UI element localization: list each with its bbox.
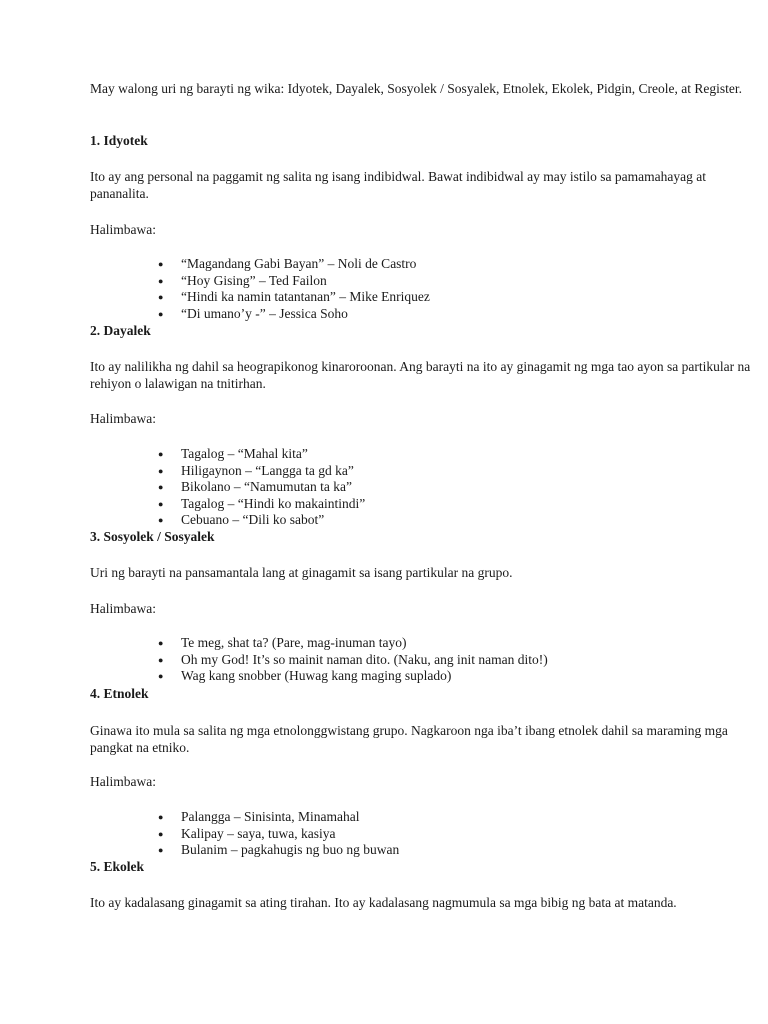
list-item bbox=[90, 256, 690, 273]
example-label-idyotek: Halimbawa: bbox=[90, 222, 156, 237]
list-item bbox=[90, 652, 690, 669]
section-heading-etnolek: 4. Etnolek bbox=[90, 686, 149, 701]
bullet-icon: ● bbox=[158, 638, 164, 648]
list-item-text: Cebuano – “Dili ko sabot” bbox=[181, 512, 325, 527]
list-item bbox=[90, 289, 690, 306]
list-item bbox=[90, 446, 690, 463]
list-item-text: Palangga – Sinisinta, Minamahal bbox=[181, 809, 360, 824]
example-list-etnolek bbox=[90, 809, 690, 859]
section-heading-idyotek: 1. Idyotek bbox=[90, 133, 148, 148]
bullet-icon: ● bbox=[158, 498, 164, 509]
bullet-icon: ● bbox=[158, 292, 164, 302]
section-heading-ekolek: 5. Ekolek bbox=[90, 859, 145, 874]
example-label-sosyolek: Halimbawa: bbox=[90, 601, 156, 616]
bullet-icon: ● bbox=[158, 465, 164, 476]
example-list-dayalek bbox=[90, 446, 690, 529]
section-body-etnolek: Ginawa ito mula sa salita ng mga etnolonggwistang grupo. Nagkaroon nga iba’t ibang etnolek dahil sa maraming mga pangkat na etniko. bbox=[90, 723, 728, 755]
list-item-text: Wag kang snobber (Huwag kang maging suplado) bbox=[181, 668, 452, 683]
list-item bbox=[90, 479, 690, 496]
intro-paragraph: May walong uri ng barayti ng wika: Idyotek, Dayalek, Sosyolek / Sosyalek, Etnolek, Ekolek, Pidgin, Creole, at Register. bbox=[90, 81, 743, 96]
bullet-icon: ● bbox=[158, 654, 164, 665]
example-label-dayalek: Halimbawa: bbox=[90, 411, 156, 426]
list-item-text: “Hoy Gising” – Ted Failon bbox=[181, 272, 327, 288]
section-body-dayalek: Ito ay nalilikha ng dahil sa heograpikonog kinaroroonan. Ang barayti na ito ay ginagamit ng mga tao ayon sa partikular na rehiyon o lalawigan na tnitirhan. bbox=[90, 359, 751, 391]
bullet-icon: ● bbox=[158, 449, 164, 459]
list-item bbox=[90, 635, 690, 652]
bullet-icon: ● bbox=[158, 671, 164, 681]
list-item bbox=[90, 496, 690, 513]
bullet-icon: ● bbox=[158, 812, 164, 822]
bullet-icon: ● bbox=[158, 845, 164, 855]
list-item-text: Bulanim – pagkahugis ng buo ng buwan bbox=[181, 842, 400, 857]
list-item bbox=[90, 826, 690, 843]
list-item-text: “Hindi ka namin tatantanan” – Mike Enriquez bbox=[181, 289, 430, 304]
list-item bbox=[90, 512, 690, 529]
bullet-icon: ● bbox=[158, 275, 164, 286]
list-item bbox=[90, 809, 690, 826]
list-item bbox=[90, 463, 690, 480]
section-heading-dayalek: 2. Dayalek bbox=[90, 323, 151, 338]
section-body-ekolek: Ito ay kadalasang ginagamit sa ating tirahan. Ito ay kadalasang nagmumula sa mga bibig ng bata at matanda. bbox=[90, 895, 677, 910]
list-item bbox=[90, 306, 690, 323]
list-item bbox=[90, 273, 690, 290]
bullet-icon: ● bbox=[158, 308, 164, 319]
list-item-text: “Magandang Gabi Bayan” – Noli de Castro bbox=[181, 256, 417, 271]
list-item bbox=[90, 842, 690, 859]
bullet-icon: ● bbox=[158, 515, 164, 525]
list-item bbox=[90, 668, 690, 685]
example-label-etnolek: Halimbawa: bbox=[90, 774, 156, 789]
list-item-text: Te meg, shat ta? (Pare, mag-inuman tayo) bbox=[181, 635, 407, 650]
bullet-icon: ● bbox=[158, 482, 164, 492]
list-item-text: Oh my God! It’s so mainit naman dito. (Naku, ang init naman dito!) bbox=[181, 651, 548, 667]
list-item-text: “Di umano’y -” – Jessica Soho bbox=[181, 305, 348, 321]
example-list-idyotek bbox=[90, 256, 690, 322]
section-heading-sosyolek: 3. Sosyolek / Sosyalek bbox=[90, 529, 215, 544]
list-item-text: Bikolano – “Namumutan ta ka” bbox=[181, 479, 352, 494]
bullet-icon: ● bbox=[158, 259, 164, 269]
section-body-idyotek: Ito ay ang personal na paggamit ng salita ng isang indibidwal. Bawat indibidwal ay may istilo sa pamamahayag at pananalita. bbox=[90, 169, 706, 201]
list-item-text: Tagalog – “Mahal kita” bbox=[181, 446, 308, 461]
list-item-text: Hiligaynon – “Langga ta gd ka” bbox=[181, 462, 354, 478]
section-body-sosyolek: Uri ng barayti na pansamantala lang at ginagamit sa isang partikular na grupo. bbox=[90, 565, 513, 580]
example-list-sosyolek bbox=[90, 635, 690, 685]
bullet-icon: ● bbox=[158, 828, 164, 839]
list-item-text: Tagalog – “Hindi ko makaintindi” bbox=[181, 495, 366, 511]
list-item-text: Kalipay – saya, tuwa, kasiya bbox=[181, 825, 336, 841]
